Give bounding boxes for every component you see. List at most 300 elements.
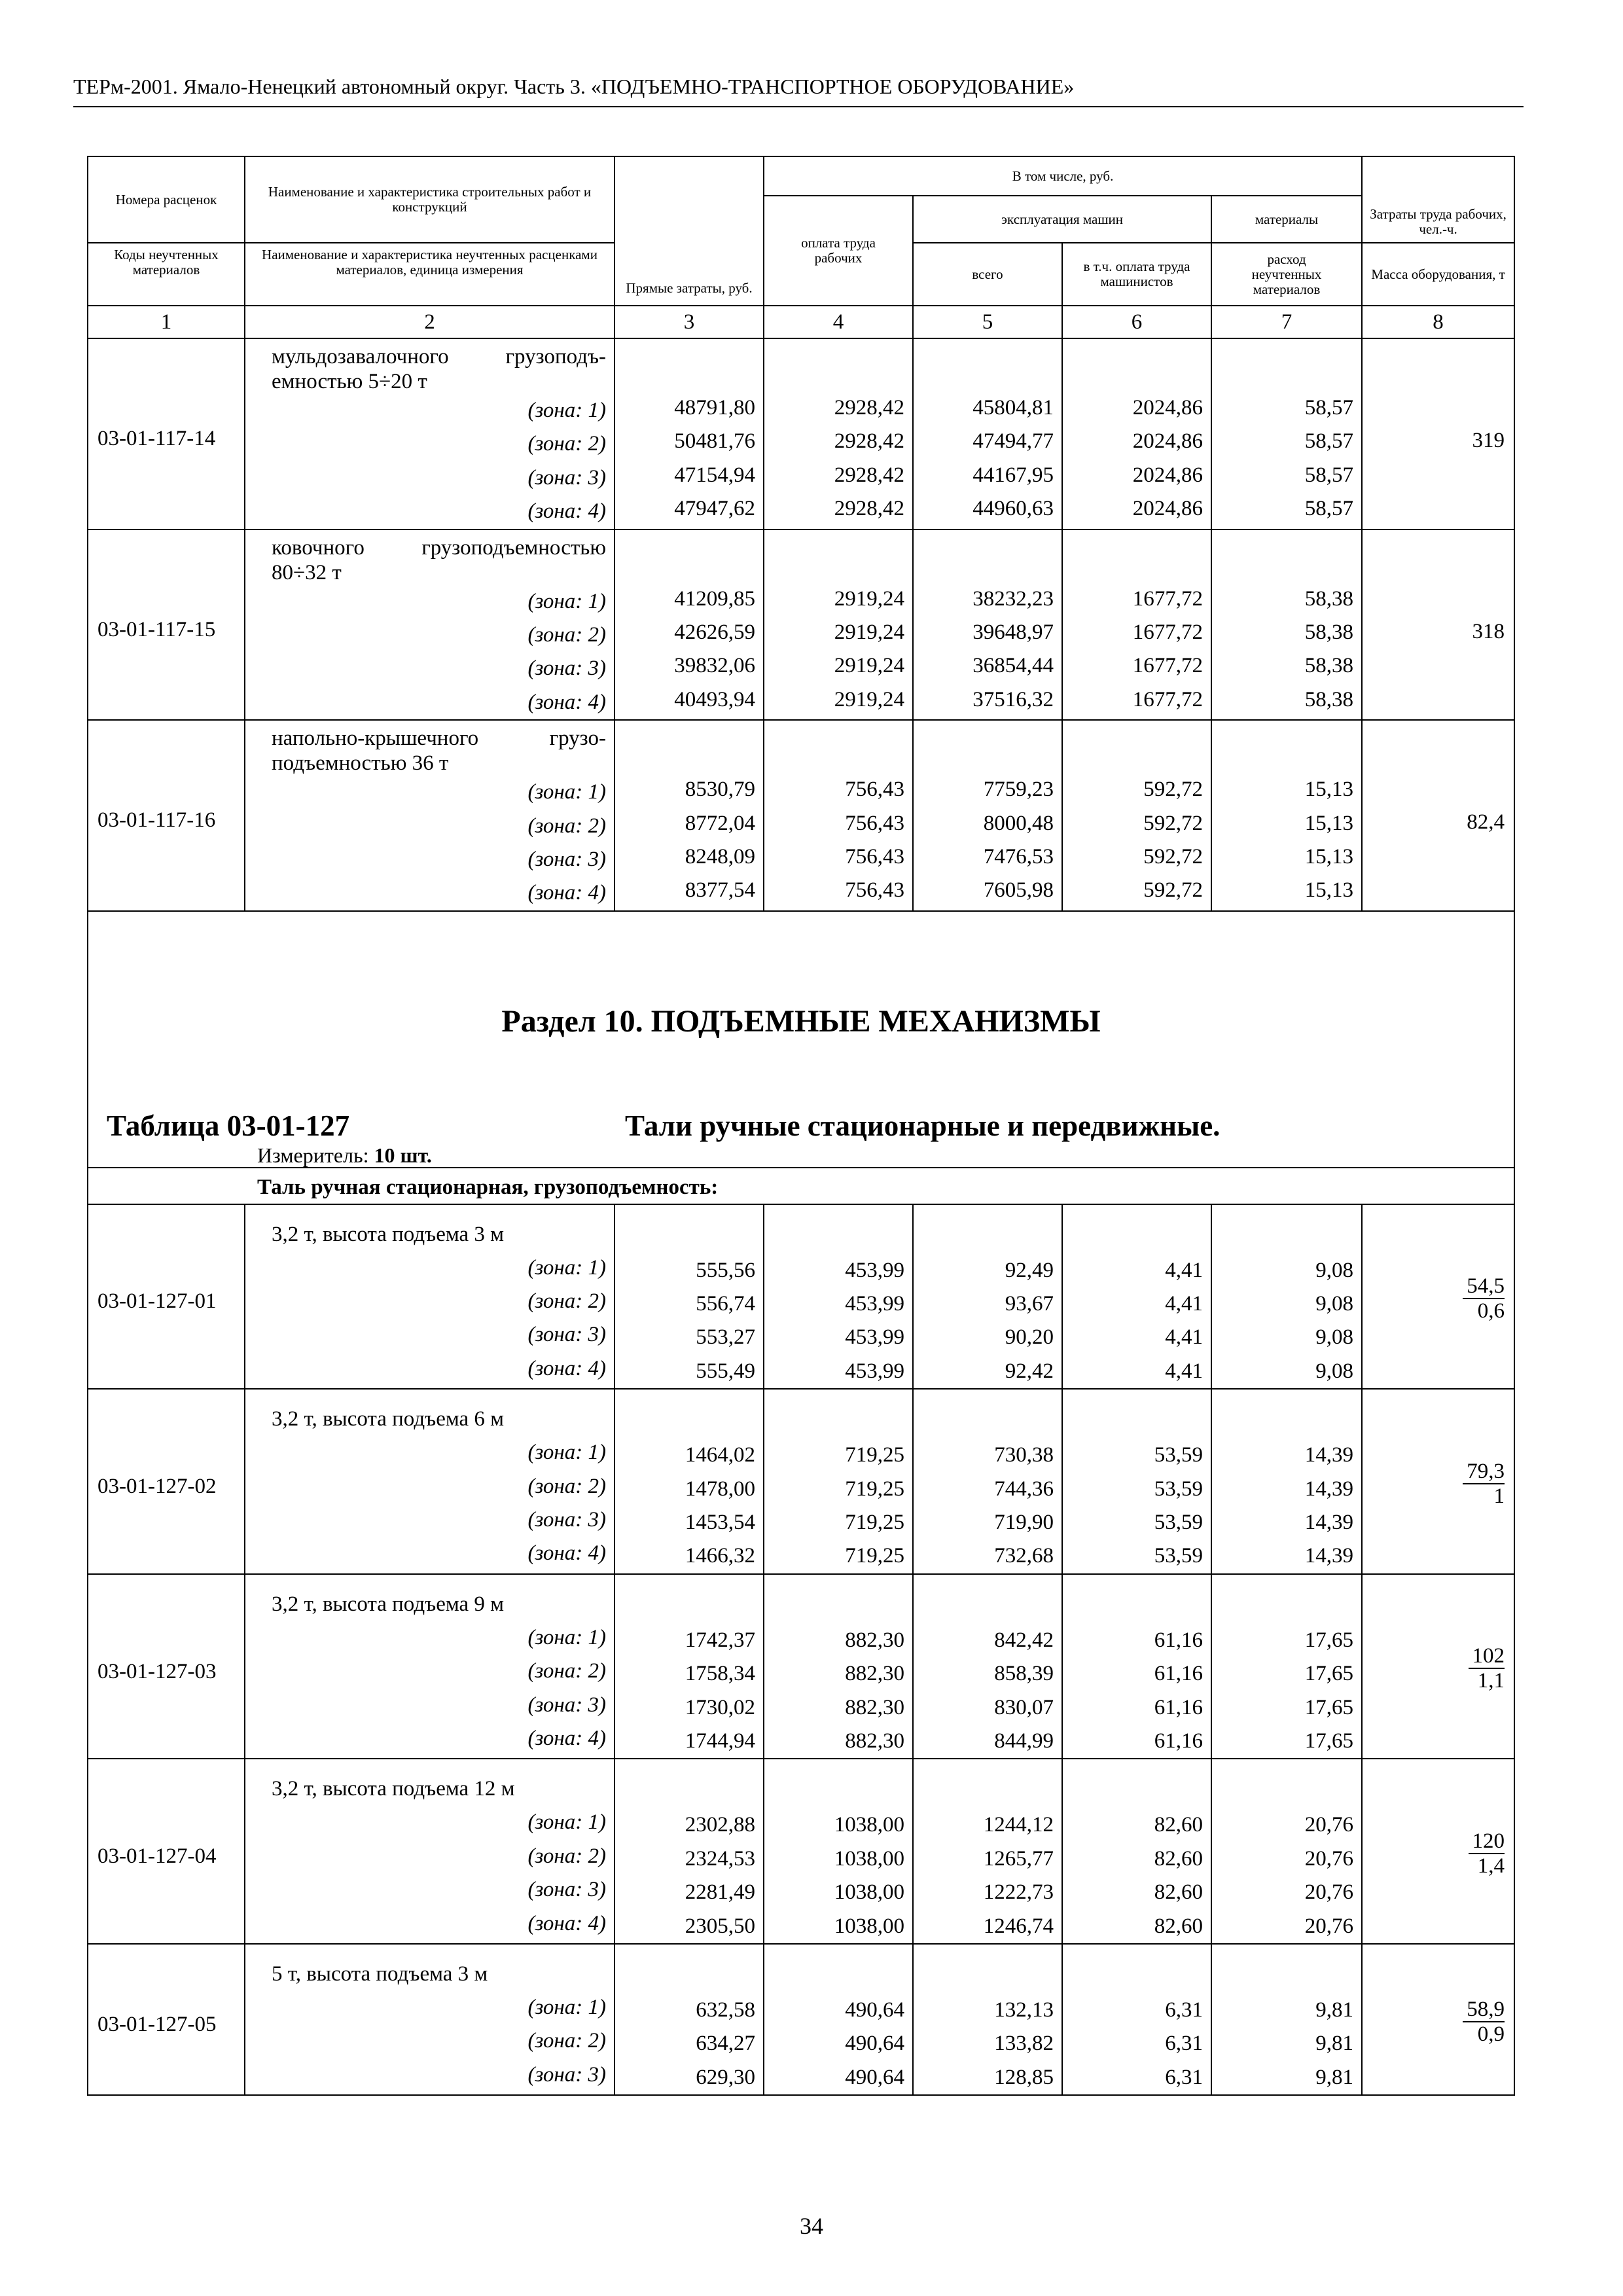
labor-pay: 2919,24 bbox=[834, 586, 904, 611]
section-block bbox=[88, 911, 1514, 1168]
machine-operator-pay: 53,59 bbox=[1154, 1443, 1203, 1467]
mass-cell bbox=[1362, 720, 1514, 911]
machine-total-cell bbox=[913, 529, 1062, 721]
labor-hours: 54,5 bbox=[1463, 1274, 1505, 1299]
col-num: 6 bbox=[1062, 306, 1211, 338]
machine-operator-pay: 2024,86 bbox=[1132, 429, 1203, 454]
work-description bbox=[245, 1944, 615, 2095]
labor-pay: 1038,00 bbox=[834, 1846, 904, 1871]
machine-operator-pay-cell bbox=[1062, 1389, 1211, 1574]
machine-total: 1222,73 bbox=[983, 1880, 1054, 1905]
direct-cost: 41209,85 bbox=[674, 586, 755, 611]
zone-labels bbox=[245, 1806, 614, 1941]
zone-label: (зона: 4) bbox=[527, 881, 606, 905]
labor-mass-fraction bbox=[1463, 1998, 1505, 2046]
col-num: 4 bbox=[764, 306, 913, 338]
machine-operator-pay: 2024,86 bbox=[1132, 497, 1203, 521]
machine-total: 93,67 bbox=[1005, 1292, 1054, 1316]
description-text: 5 т, высота подъема 3 м bbox=[272, 1962, 488, 1986]
zone-label: (зона: 2) bbox=[527, 2029, 606, 2053]
labor-pay: 2928,42 bbox=[834, 429, 904, 454]
direct-cost: 2324,53 bbox=[685, 1846, 755, 1871]
unaccounted-materials: 17,65 bbox=[1304, 1628, 1354, 1652]
rate-code: 03-01-117-16 bbox=[88, 720, 245, 911]
rate-code: 03-01-117-14 bbox=[88, 338, 245, 529]
labor-pay-cell bbox=[764, 1204, 913, 1390]
machine-total: 858,39 bbox=[994, 1662, 1054, 1686]
machine-total: 133,82 bbox=[994, 2032, 1054, 2056]
meter-label: Измеритель: bbox=[257, 1143, 369, 1167]
labor-pay: 882,30 bbox=[845, 1628, 904, 1652]
direct-cost: 555,49 bbox=[696, 1359, 755, 1383]
labor-pay: 719,25 bbox=[845, 1477, 904, 1501]
unaccounted-materials-cell bbox=[1211, 338, 1362, 529]
mass-cell bbox=[1362, 1574, 1514, 1759]
zone-labels bbox=[245, 776, 614, 910]
unaccounted-materials-cell bbox=[1211, 1759, 1362, 1944]
labor-pay: 490,64 bbox=[845, 2032, 904, 2056]
labor-pay: 2928,42 bbox=[834, 396, 904, 420]
col-num: 5 bbox=[913, 306, 1062, 338]
unaccounted-materials-cell bbox=[1211, 720, 1362, 911]
mass-cell bbox=[1362, 1389, 1514, 1574]
machine-operator-pay: 53,59 bbox=[1154, 1477, 1203, 1501]
work-description bbox=[245, 1389, 615, 1574]
labor-pay: 719,25 bbox=[845, 1511, 904, 1535]
zone-label: (зона: 1) bbox=[527, 1441, 606, 1465]
labor-pay-cell bbox=[764, 338, 913, 529]
zone-label: (зона: 1) bbox=[527, 1995, 606, 2019]
rate-code: 03-01-127-01 bbox=[88, 1204, 245, 1390]
zone-label: (зона: 2) bbox=[527, 1659, 606, 1683]
labor-mass-fraction bbox=[1469, 1644, 1505, 1693]
machine-operator-pay: 82,60 bbox=[1154, 1846, 1203, 1871]
unaccounted-materials-cell bbox=[1211, 1944, 1362, 2095]
table-row bbox=[88, 1944, 1514, 2095]
machine-total: 1265,77 bbox=[983, 1846, 1054, 1871]
zone-labels bbox=[245, 1251, 614, 1386]
machine-total: 92,49 bbox=[1005, 1258, 1054, 1282]
machine-operator-pay: 61,16 bbox=[1154, 1695, 1203, 1719]
labor-pay: 2919,24 bbox=[834, 687, 904, 711]
table-row bbox=[88, 1204, 1514, 1390]
zone-label: (зона: 1) bbox=[527, 1625, 606, 1649]
machine-operator-pay: 61,16 bbox=[1154, 1729, 1203, 1753]
equipment-mass: 0,9 bbox=[1477, 2022, 1505, 2046]
table-number: Таблица 03-01-127 bbox=[107, 1109, 350, 1142]
unaccounted-materials: 9,81 bbox=[1315, 2032, 1354, 2056]
machine-operator-pay: 82,60 bbox=[1154, 1880, 1203, 1905]
direct-cost-cell bbox=[615, 1759, 764, 1944]
machine-total: 1246,74 bbox=[983, 1914, 1054, 1938]
machine-total-cell bbox=[913, 1759, 1062, 1944]
labor-pay-cell bbox=[764, 529, 913, 721]
table-row bbox=[88, 529, 1514, 721]
direct-cost-cell bbox=[615, 720, 764, 911]
equipment-mass: 1,1 bbox=[1477, 1669, 1505, 1693]
col6-header: в т.ч. оплата труда машинистов bbox=[1062, 243, 1211, 306]
direct-cost: 42626,59 bbox=[674, 620, 755, 644]
labor-hours: 102 bbox=[1469, 1644, 1505, 1669]
col-num: 2 bbox=[245, 306, 615, 338]
col8-header-bottom: Масса оборудования, т bbox=[1362, 243, 1514, 306]
machine-total: 1244,12 bbox=[983, 1813, 1054, 1837]
machine-total-cell bbox=[913, 1574, 1062, 1759]
machine-total: 730,38 bbox=[994, 1443, 1054, 1467]
zone-label: (зона: 4) bbox=[527, 499, 606, 524]
labor-pay: 882,30 bbox=[845, 1695, 904, 1719]
zone-label: (зона: 2) bbox=[527, 814, 606, 838]
zone-label: (зона: 3) bbox=[527, 1878, 606, 1902]
labor-pay: 1038,00 bbox=[834, 1880, 904, 1905]
machine-operator-pay: 2024,86 bbox=[1132, 463, 1203, 487]
unaccounted-materials: 14,39 bbox=[1304, 1477, 1354, 1501]
direct-cost: 8248,09 bbox=[685, 844, 755, 869]
materials-header: материалы bbox=[1211, 196, 1362, 243]
machine-total: 844,99 bbox=[994, 1729, 1054, 1753]
machine-operator-pay: 4,41 bbox=[1165, 1359, 1203, 1383]
description-text: 3,2 т, высота подъема 12 м bbox=[272, 1777, 515, 1801]
work-description bbox=[245, 1759, 615, 1944]
zone-label: (зона: 4) bbox=[527, 690, 606, 714]
col-num: 1 bbox=[88, 306, 245, 338]
machine-operator-pay: 592,72 bbox=[1143, 844, 1203, 869]
machine-total: 90,20 bbox=[1005, 1325, 1054, 1350]
equipment-mass: 1 bbox=[1493, 1484, 1505, 1508]
machines-header: эксплуатация машин bbox=[913, 196, 1211, 243]
unaccounted-materials: 9,08 bbox=[1315, 1325, 1354, 1350]
unaccounted-materials: 14,39 bbox=[1304, 1511, 1354, 1535]
direct-cost-cell bbox=[615, 1389, 764, 1574]
unaccounted-materials: 20,76 bbox=[1304, 1813, 1354, 1837]
labor-pay: 719,25 bbox=[845, 1443, 904, 1467]
machine-total: 744,36 bbox=[994, 1477, 1054, 1501]
col1-header-top: Номера расценок bbox=[88, 156, 245, 243]
mass-cell bbox=[1362, 1204, 1514, 1390]
direct-cost-cell bbox=[615, 338, 764, 529]
labor-hours: 79,3 bbox=[1463, 1460, 1505, 1484]
rate-code: 03-01-127-03 bbox=[88, 1574, 245, 1759]
direct-cost: 1478,00 bbox=[685, 1477, 755, 1501]
labor-pay: 756,43 bbox=[845, 811, 904, 835]
unaccounted-materials: 9,81 bbox=[1315, 1998, 1354, 2022]
machine-total: 44167,95 bbox=[972, 463, 1054, 487]
zone-label: (зона: 3) bbox=[527, 847, 606, 871]
zone-label: (зона: 2) bbox=[527, 1289, 606, 1314]
labor-pay: 1038,00 bbox=[834, 1813, 904, 1837]
direct-cost: 2281,49 bbox=[685, 1880, 755, 1905]
running-header: ТЕРм-2001. Ямало-Ненецкий автономный округ. Часть 3. «ПОДЪЕМНО-ТРАНСПОРТНОЕ ОБОРУДОВАНИЕ» bbox=[73, 75, 1075, 98]
unaccounted-materials: 15,13 bbox=[1304, 811, 1354, 835]
work-description bbox=[245, 720, 615, 911]
col-num: 8 bbox=[1362, 306, 1514, 338]
zone-label: (зона: 2) bbox=[527, 1844, 606, 1868]
machine-total: 36854,44 bbox=[972, 654, 1054, 678]
direct-cost: 553,27 bbox=[696, 1325, 755, 1350]
machine-operator-pay: 61,16 bbox=[1154, 1662, 1203, 1686]
machine-operator-pay: 4,41 bbox=[1165, 1258, 1203, 1282]
zone-label: (зона: 2) bbox=[527, 1474, 606, 1498]
unaccounted-materials: 58,38 bbox=[1304, 654, 1354, 678]
direct-cost: 48791,80 bbox=[674, 396, 755, 420]
equipment-mass: 0,6 bbox=[1477, 1299, 1505, 1323]
machine-total: 38232,23 bbox=[972, 586, 1054, 611]
labor-pay-cell bbox=[764, 1944, 913, 2095]
direct-cost: 47154,94 bbox=[674, 463, 755, 487]
mass-cell bbox=[1362, 1759, 1514, 1944]
machine-operator-pay-cell bbox=[1062, 1574, 1211, 1759]
description-text: мульдозавалочного грузоподъ-емностью 5÷20 т bbox=[272, 345, 606, 393]
unaccounted-materials: 9,08 bbox=[1315, 1258, 1354, 1282]
labor-pay-cell bbox=[764, 1759, 913, 1944]
direct-cost: 8772,04 bbox=[685, 811, 755, 835]
machine-operator-pay: 1677,72 bbox=[1132, 687, 1203, 711]
machine-operator-pay: 53,59 bbox=[1154, 1544, 1203, 1568]
zone-label: (зона: 2) bbox=[527, 432, 606, 456]
work-description bbox=[245, 338, 615, 529]
machine-operator-pay: 592,72 bbox=[1143, 778, 1203, 802]
col4-header: оплата труда рабочих bbox=[764, 196, 913, 306]
table-row bbox=[88, 1759, 1514, 1944]
col7-header: расход неучтенных материалов bbox=[1211, 243, 1362, 306]
direct-cost: 1730,02 bbox=[685, 1695, 755, 1719]
col-num: 7 bbox=[1211, 306, 1362, 338]
zone-label: (зона: 4) bbox=[527, 1356, 606, 1380]
table-row bbox=[88, 720, 1514, 911]
zone-label: (зона: 3) bbox=[527, 1323, 606, 1347]
group-header: В том числе, руб. bbox=[764, 156, 1362, 196]
zone-label: (зона: 3) bbox=[527, 1693, 606, 1717]
unaccounted-materials: 14,39 bbox=[1304, 1443, 1354, 1467]
direct-cost: 556,74 bbox=[696, 1292, 755, 1316]
machine-operator-pay: 1677,72 bbox=[1132, 586, 1203, 611]
machine-operator-pay: 82,60 bbox=[1154, 1914, 1203, 1938]
labor-pay: 1038,00 bbox=[834, 1914, 904, 1938]
unaccounted-materials: 20,76 bbox=[1304, 1914, 1354, 1938]
machine-operator-pay: 1677,72 bbox=[1132, 620, 1203, 644]
description-text: 3,2 т, высота подъема 6 м bbox=[272, 1407, 505, 1431]
zone-label: (зона: 1) bbox=[527, 1255, 606, 1280]
zone-label: (зона: 4) bbox=[527, 1541, 606, 1566]
direct-cost: 2302,88 bbox=[685, 1813, 755, 1837]
rate-code: 03-01-117-15 bbox=[88, 529, 245, 721]
machine-operator-pay: 6,31 bbox=[1165, 2065, 1203, 2089]
meter-value: 10 шт. bbox=[374, 1143, 432, 1167]
direct-cost: 2305,50 bbox=[685, 1914, 755, 1938]
direct-cost: 40493,94 bbox=[674, 687, 755, 711]
work-description bbox=[245, 1574, 615, 1759]
zone-label: (зона: 1) bbox=[527, 1810, 606, 1835]
direct-cost: 1466,32 bbox=[685, 1544, 755, 1568]
description-text: ковочного грузоподъемностью 80÷32 т bbox=[272, 535, 606, 584]
machine-total: 7759,23 bbox=[983, 778, 1054, 802]
machine-total-cell bbox=[913, 1389, 1062, 1574]
machine-total: 132,13 bbox=[994, 1998, 1054, 2022]
direct-cost: 8530,79 bbox=[685, 778, 755, 802]
col2-header-top: Наименование и характеристика строительных работ и конструкций bbox=[245, 156, 615, 243]
labor-hours: 318 bbox=[1472, 619, 1505, 643]
unaccounted-materials: 58,57 bbox=[1304, 497, 1354, 521]
direct-cost: 8377,54 bbox=[685, 878, 755, 903]
col5-header: всего bbox=[913, 243, 1062, 306]
machine-operator-pay: 6,31 bbox=[1165, 1998, 1203, 2022]
machine-operator-pay-cell bbox=[1062, 1759, 1211, 1944]
machine-operator-pay: 4,41 bbox=[1165, 1292, 1203, 1316]
zone-label: (зона: 3) bbox=[527, 656, 606, 681]
rate-code: 03-01-127-02 bbox=[88, 1389, 245, 1574]
direct-cost: 39832,06 bbox=[674, 654, 755, 678]
labor-pay-cell bbox=[764, 720, 913, 911]
unaccounted-materials: 14,39 bbox=[1304, 1544, 1354, 1568]
labor-pay: 882,30 bbox=[845, 1729, 904, 1753]
table-row bbox=[88, 1389, 1514, 1574]
unaccounted-materials: 9,81 bbox=[1315, 2065, 1354, 2089]
col-num: 3 bbox=[615, 306, 764, 338]
zone-label: (зона: 3) bbox=[527, 1508, 606, 1532]
unaccounted-materials-cell bbox=[1211, 1204, 1362, 1390]
machine-operator-pay-cell bbox=[1062, 338, 1211, 529]
direct-cost: 47947,62 bbox=[674, 497, 755, 521]
rate-code: 03-01-127-04 bbox=[88, 1759, 245, 1944]
zone-labels bbox=[245, 1436, 614, 1571]
header-rule bbox=[73, 106, 1524, 107]
unaccounted-materials: 58,57 bbox=[1304, 463, 1354, 487]
labor-hours: 58,9 bbox=[1463, 1998, 1505, 2022]
zone-label: (зона: 3) bbox=[527, 2062, 606, 2087]
labor-pay: 453,99 bbox=[845, 1359, 904, 1383]
unaccounted-materials: 20,76 bbox=[1304, 1846, 1354, 1871]
labor-pay-cell bbox=[764, 1389, 913, 1574]
direct-cost: 632,58 bbox=[696, 1998, 755, 2022]
machine-operator-pay-cell bbox=[1062, 529, 1211, 721]
description-text: напольно-крышечного грузо-подъемностью 36 т bbox=[272, 726, 606, 776]
direct-cost-cell bbox=[615, 529, 764, 721]
labor-hours: 82,4 bbox=[1467, 810, 1505, 834]
unaccounted-materials-cell bbox=[1211, 1389, 1362, 1574]
labor-pay: 490,64 bbox=[845, 1998, 904, 2022]
meter-line bbox=[257, 1143, 432, 1167]
machine-total: 7605,98 bbox=[983, 878, 1054, 903]
machine-total: 44960,63 bbox=[972, 497, 1054, 521]
description-text: 3,2 т, высота подъема 3 м bbox=[272, 1222, 505, 1246]
machine-operator-pay-cell bbox=[1062, 1204, 1211, 1390]
work-description bbox=[245, 529, 615, 721]
labor-pay: 490,64 bbox=[845, 2065, 904, 2089]
labor-hours: 319 bbox=[1472, 429, 1505, 453]
unaccounted-materials: 15,13 bbox=[1304, 778, 1354, 802]
column-numbers-row bbox=[88, 306, 1514, 338]
machine-total: 732,68 bbox=[994, 1544, 1054, 1568]
machine-total: 45804,81 bbox=[972, 396, 1054, 420]
price-table bbox=[87, 156, 1515, 2096]
machine-total: 92,42 bbox=[1005, 1359, 1054, 1383]
unaccounted-materials: 58,57 bbox=[1304, 396, 1354, 420]
zone-label: (зона: 2) bbox=[527, 622, 606, 647]
col2-header-bottom: Наименование и характеристика неучтенных расценками материалов, единица измерения bbox=[245, 243, 615, 306]
unaccounted-materials-cell bbox=[1211, 1574, 1362, 1759]
mass-cell bbox=[1362, 1944, 1514, 2095]
machine-total-cell bbox=[913, 1204, 1062, 1390]
unaccounted-materials: 58,38 bbox=[1304, 687, 1354, 711]
machine-operator-pay: 1677,72 bbox=[1132, 654, 1203, 678]
machine-operator-pay: 82,60 bbox=[1154, 1813, 1203, 1837]
machine-total: 37516,32 bbox=[972, 687, 1054, 711]
labor-pay: 719,25 bbox=[845, 1544, 904, 1568]
labor-pay: 2928,42 bbox=[834, 497, 904, 521]
unaccounted-materials: 17,65 bbox=[1304, 1729, 1354, 1753]
unaccounted-materials: 17,65 bbox=[1304, 1662, 1354, 1686]
labor-pay: 453,99 bbox=[845, 1325, 904, 1350]
labor-pay: 756,43 bbox=[845, 844, 904, 869]
machine-total: 7476,53 bbox=[983, 844, 1054, 869]
page-number: 34 bbox=[800, 2213, 823, 2239]
zone-label: (зона: 1) bbox=[527, 780, 606, 804]
zone-label: (зона: 4) bbox=[527, 1911, 606, 1935]
work-description bbox=[245, 1204, 615, 1390]
direct-cost: 1464,02 bbox=[685, 1443, 755, 1467]
machine-operator-pay-cell bbox=[1062, 1944, 1211, 2095]
unaccounted-materials: 58,57 bbox=[1304, 429, 1354, 454]
labor-pay: 2919,24 bbox=[834, 620, 904, 644]
mass-cell bbox=[1362, 338, 1514, 529]
zone-labels bbox=[245, 1621, 614, 1756]
unaccounted-materials-cell bbox=[1211, 529, 1362, 721]
equipment-mass: 1,4 bbox=[1477, 1854, 1505, 1878]
unaccounted-materials: 15,13 bbox=[1304, 844, 1354, 869]
col3-header: Прямые затраты, руб. bbox=[615, 156, 764, 306]
direct-cost-cell bbox=[615, 1204, 764, 1390]
direct-cost: 634,27 bbox=[696, 2032, 755, 2056]
machine-operator-pay-cell bbox=[1062, 720, 1211, 911]
machine-total-cell bbox=[913, 1944, 1062, 2095]
zone-labels bbox=[245, 585, 614, 720]
labor-mass-fraction bbox=[1463, 1274, 1505, 1323]
zone-labels bbox=[245, 394, 614, 529]
machine-total: 830,07 bbox=[994, 1695, 1054, 1719]
unaccounted-materials: 58,38 bbox=[1304, 620, 1354, 644]
unaccounted-materials: 15,13 bbox=[1304, 878, 1354, 903]
unaccounted-materials: 9,08 bbox=[1315, 1359, 1354, 1383]
zone-label: (зона: 1) bbox=[527, 399, 606, 422]
labor-pay: 2928,42 bbox=[834, 463, 904, 487]
labor-pay: 756,43 bbox=[845, 778, 904, 802]
machine-total: 47494,77 bbox=[972, 429, 1054, 454]
machine-total: 719,90 bbox=[994, 1511, 1054, 1535]
unaccounted-materials: 20,76 bbox=[1304, 1880, 1354, 1905]
direct-cost: 1744,94 bbox=[685, 1729, 755, 1753]
direct-cost-cell bbox=[615, 1574, 764, 1759]
direct-cost: 1742,37 bbox=[685, 1628, 755, 1652]
direct-cost: 1453,54 bbox=[685, 1511, 755, 1535]
subheader: Таль ручная стационарная, грузоподъемность: bbox=[88, 1168, 1514, 1204]
machine-total-cell bbox=[913, 720, 1062, 911]
labor-pay: 453,99 bbox=[845, 1258, 904, 1282]
labor-pay: 2919,24 bbox=[834, 654, 904, 678]
labor-mass-fraction bbox=[1469, 1829, 1505, 1878]
zone-labels bbox=[245, 1991, 614, 2092]
zone-label: (зона: 1) bbox=[527, 589, 606, 613]
table-row bbox=[88, 1574, 1514, 1759]
direct-cost-cell bbox=[615, 1944, 764, 2095]
machine-operator-pay: 592,72 bbox=[1143, 811, 1203, 835]
direct-cost: 629,30 bbox=[696, 2065, 755, 2089]
machine-total: 842,42 bbox=[994, 1628, 1054, 1652]
unaccounted-materials: 9,08 bbox=[1315, 1292, 1354, 1316]
machine-total: 128,85 bbox=[994, 2065, 1054, 2089]
col1-header-bottom: Коды неучтенных материалов bbox=[88, 243, 245, 306]
unaccounted-materials: 17,65 bbox=[1304, 1695, 1354, 1719]
zone-label: (зона: 3) bbox=[527, 465, 606, 490]
